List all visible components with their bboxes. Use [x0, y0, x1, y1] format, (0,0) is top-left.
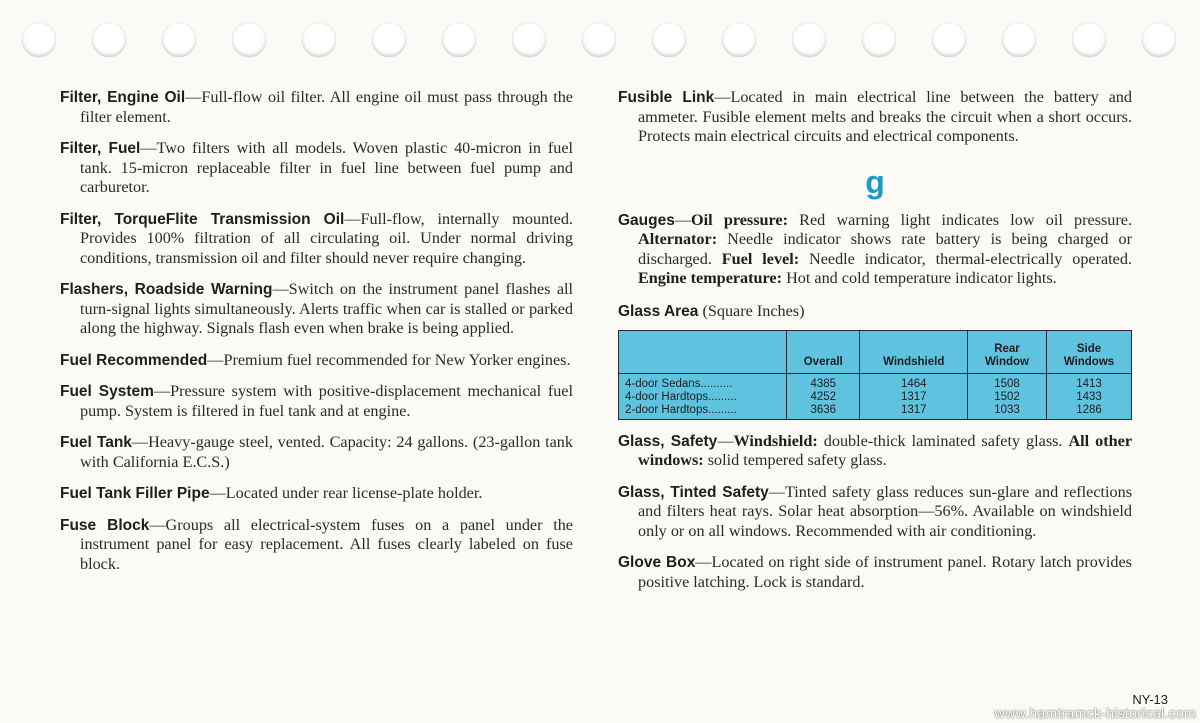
spec-term: Glass, Safety — [618, 432, 718, 450]
dash: — — [717, 431, 734, 450]
spec-entry-fuel-recommended — [60, 351, 573, 371]
spec-text: Needle indicator shows rate battery is being charged or discharged. — [638, 230, 1132, 268]
spec-term: Fuel Tank — [60, 434, 132, 451]
row-label: 4-door Sedans.......... — [625, 377, 733, 390]
binder-hole — [862, 23, 896, 57]
glass-area-title — [618, 301, 1132, 322]
binder-hole — [1072, 23, 1106, 57]
binder-hole — [652, 23, 686, 57]
column-cell-rear-window — [968, 373, 1047, 419]
binder-hole — [582, 23, 616, 57]
spec-text: Hot and cold temperature indicator lights. — [782, 269, 1057, 287]
spec-term: Flashers, Roadside Warning — [60, 281, 273, 298]
binder-hole — [232, 23, 266, 57]
table-header — [968, 330, 1047, 373]
table-cell: 1033 — [994, 403, 1020, 416]
table-cell: 1508 — [994, 377, 1020, 390]
spec-text: double-thick laminated safety glass. — [817, 431, 1069, 450]
spec-entry-fuse-block — [60, 516, 573, 575]
header-text: Rear Window — [985, 342, 1029, 368]
gauge-label: Engine temperature: — [638, 269, 783, 287]
spec-term: Glass, Tinted Safety — [618, 483, 769, 501]
spec-entry-glass-safety — [618, 432, 1132, 471]
glass-area-table — [618, 330, 1132, 420]
row-label: 2-door Hardtops......... — [625, 403, 737, 416]
spec-term: Glove Box — [618, 554, 696, 571]
gauge-label: Oil pressure: — [691, 210, 788, 229]
spec-entry-glass-tinted — [618, 483, 1132, 542]
page-number: NY-13 — [1132, 692, 1168, 707]
table-header-row — [619, 330, 1132, 373]
table-header — [1047, 330, 1132, 373]
spec-entry-fuel-tank — [60, 433, 573, 472]
spec-entry-glove-box — [618, 553, 1132, 592]
spec-term: Fuel Tank Filler Pipe — [60, 485, 210, 502]
binder-hole — [722, 23, 756, 57]
spec-entry-fuel-system — [60, 382, 573, 421]
spec-term: Fuel System — [60, 383, 154, 400]
binder-hole — [162, 23, 196, 57]
table-header-empty — [619, 330, 787, 373]
spec-text: —Full-flow, internally mounted. Provides 100% filtration of all circulating oil. Under normal driving conditions, transmission oil and filter should never require changing. — [80, 209, 573, 267]
spec-text: Needle indicator, thermal-electrically operated. — [799, 249, 1132, 268]
binder-hole — [792, 23, 826, 57]
table-cell: 1286 — [1076, 403, 1102, 416]
table-cell: 1413 — [1076, 377, 1102, 390]
spec-entry-filter-engine-oil — [60, 88, 573, 127]
binder-hole — [92, 23, 126, 57]
spec-text: solid tempered safety glass. — [703, 451, 887, 469]
spec-term: Glass Area — [618, 302, 699, 320]
spec-entry-fuel-tank-filler-pipe — [60, 484, 573, 504]
table-cell: 1317 — [900, 403, 927, 416]
spec-term: Filter, Fuel — [60, 140, 141, 157]
spec-text: —Full-flow oil filter. All engine oil must pass through the filter element. — [80, 88, 573, 126]
binder-hole — [932, 23, 966, 57]
spec-text: —Located in main electrical line between the battery and ammeter. Fusible element melts and breaks the circuit when a short occurs. Protects main electrical circuits and electrical components. — [638, 88, 1132, 145]
table-row — [619, 373, 1132, 419]
spec-text: —Pressure system with positive-displacement mechanical fuel pump. System is filtered in fuel tank and at engine. — [80, 382, 573, 420]
spec-term: Fuel Recommended — [60, 351, 208, 369]
column-cell-overall — [787, 373, 860, 419]
spec-text: —Two filters with all models. Woven plastic 40-micron in fuel tank. 15-micron replaceable filter in fuel line between fuel pump and carburetor. — [80, 139, 573, 196]
column-cell-side-windows — [1047, 373, 1132, 419]
gauge-label: Fuel level: — [721, 249, 800, 268]
gauge-label: Alternator: — [638, 230, 718, 248]
row-labels-cell — [619, 373, 787, 419]
spec-entry-gauges — [618, 211, 1132, 289]
spec-label: All other windows: — [638, 431, 1133, 469]
watermark: www.hamtramck-historical.com — [994, 705, 1196, 721]
table-cell: 1433 — [1076, 390, 1102, 403]
spec-term: Filter, TorqueFlite Transmission Oil — [60, 210, 345, 228]
row-label: 4-door Hardtops......... — [625, 390, 737, 403]
spec-text: —Groups all electrical-system fuses on a panel under the instrument panel for easy replacement. All fuses clearly labeled on fuse block. — [80, 515, 573, 573]
dash: — — [674, 210, 692, 229]
unit-label: (Square Inches) — [698, 301, 805, 320]
binder-hole — [1142, 23, 1176, 57]
table-header: Overall — [787, 330, 860, 373]
section-letter: g — [865, 163, 885, 200]
table-cell: 3636 — [810, 403, 837, 416]
spec-term: Gauges — [618, 211, 675, 229]
spec-term: Filter, Engine Oil — [60, 89, 186, 106]
column-cell-windshield — [860, 373, 968, 419]
spec-text: —Switch on the instrument panel flashes all turn-signal lights simultaneously. Alerts traffic when car is stalled or parked along the highway. Signals flash even when brake is being applied. — [80, 280, 573, 337]
left-column — [60, 88, 573, 586]
spec-text: —Located on right side of instrument panel. Rotary latch provides positive latching. Lock is standard. — [638, 553, 1132, 591]
spec-text: Red warning light indicates low oil pressure. — [787, 210, 1132, 229]
spec-term: Fuse Block — [60, 516, 150, 534]
binder-hole — [442, 23, 476, 57]
table-cell: 1464 — [900, 377, 927, 390]
table-cell: 1502 — [994, 390, 1020, 403]
right-column — [618, 88, 1132, 604]
binder-hole — [22, 23, 56, 57]
spec-text: —Premium fuel recommended for New Yorker engines. — [207, 350, 571, 369]
spec-term: Fusible Link — [618, 89, 715, 106]
spec-entry-filter-fuel — [60, 139, 573, 198]
binder-holes — [0, 23, 1200, 59]
table-cell: 4252 — [810, 390, 837, 403]
header-text: Side Windows — [1063, 342, 1115, 368]
spec-entry-fusible-link — [618, 88, 1132, 147]
spec-text: —Located under rear license-plate holder. — [209, 484, 483, 502]
binder-hole — [1002, 23, 1036, 57]
spec-text: —Tinted safety glass reduces sun-glare and reflections and filters heat rays. Solar heat absorption—56%. Available on windshield only or on all windows. Recommended with air conditioning. — [638, 482, 1132, 540]
spec-entry-flashers — [60, 280, 573, 339]
table-cell: 4385 — [810, 377, 837, 390]
table-header: Windshield — [860, 330, 968, 373]
spec-entry-filter-transmission-oil — [60, 210, 573, 269]
spec-label: Windshield: — [733, 431, 818, 450]
binder-hole — [302, 23, 336, 57]
spec-text: —Heavy-gauge steel, vented. Capacity: 24 gallons. (23-gallon tank with California E.C.S.) — [80, 433, 573, 471]
binder-hole — [372, 23, 406, 57]
table-cell: 1317 — [900, 390, 927, 403]
binder-hole — [512, 23, 546, 57]
